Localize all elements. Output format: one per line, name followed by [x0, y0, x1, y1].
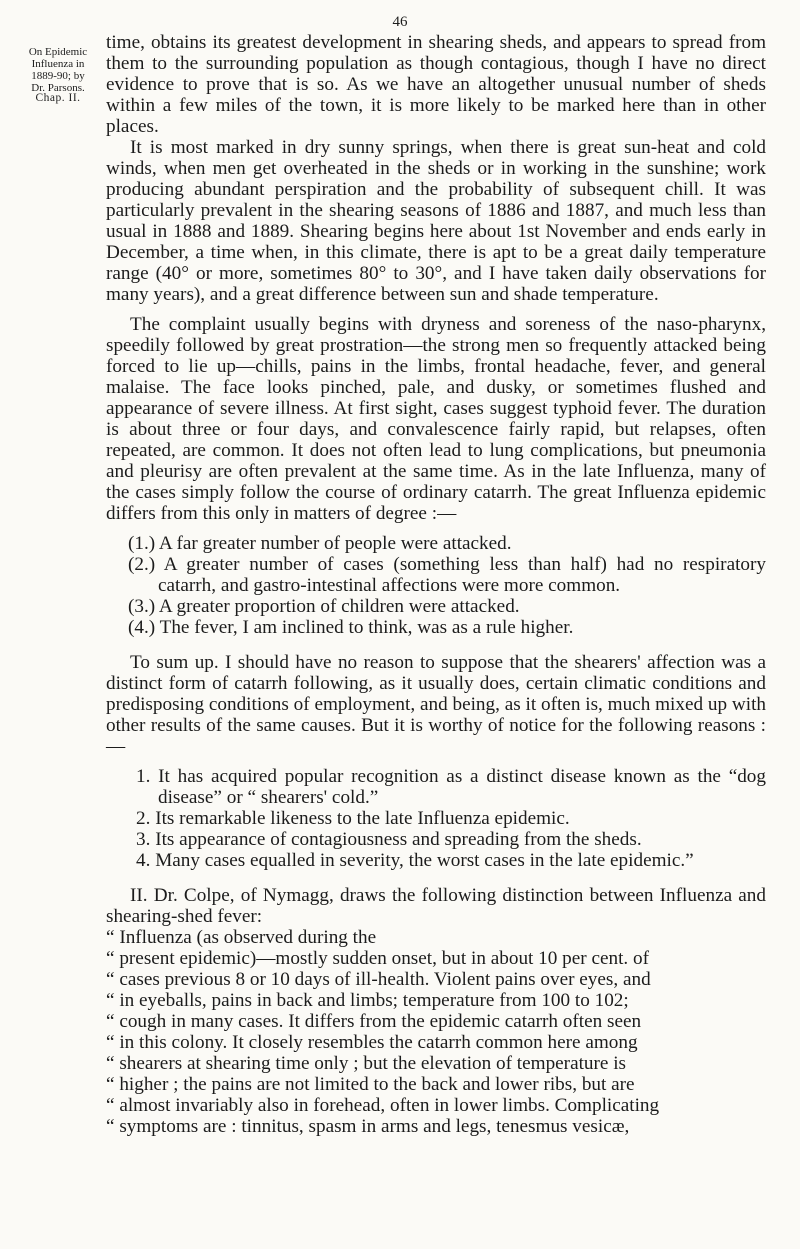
- quote-line: “ present epidemic)—mostly sudden onset, but in about 10 per cent. of: [106, 948, 649, 969]
- margin-note-line: Influenza in: [31, 58, 85, 70]
- list-item: (4.) The fever, I am inclined to think, was as a rule higher.: [128, 617, 574, 638]
- list-item: 3. Its appearance of contagiousness and spreading from the sheds.: [136, 829, 642, 850]
- paragraph: time, obtains its greatest development in shearing sheds, and appears to spread from them to the surrounding population as though contagious, though I have no direct evidence to prove that is so. As we have an altogether unusual number of sheds within a few miles of the town, it is more likely to be marked here than in other places.: [106, 32, 766, 137]
- margin-note-line: 1889-90; by: [31, 70, 85, 82]
- chapter-note: Chap. II.: [35, 92, 81, 104]
- list-item: (3.) A greater proportion of children were attacked.: [128, 596, 520, 617]
- quotation: [106, 927, 766, 1137]
- page-number: 46: [392, 14, 408, 30]
- paragraph: The complaint usually begins with dryness and soreness of the naso-pharynx, speedily followed by great prostration—the strong men so frequently attacked being forced to lie up—chills, pains in the limbs, frontal headache, fever, and general malaise. The face looks pinched, pale, and dusky, or sometimes flushed and appearance of severe illness. At first sight, cases suggest typhoid fever. The duration is about three or four days, and convalescence fairly rapid, but relapses, often repeated, are common. It does not often lead to lung complications, but pneumonia and pleurisy are often prevalent at the same time. As in the late Influenza, many of the cases simply follow the course of ordinary catarrh. The great Influenza epidemic differs from this only in matters of degree :—: [106, 314, 766, 524]
- paragraph: II. Dr. Colpe, of Nymagg, draws the following distinction between Influenza and shearing-shed fever:: [106, 885, 766, 927]
- quote-line: “ in this colony. It closely resembles the catarrh common here among: [106, 1032, 638, 1053]
- quote-line: “ cough in many cases. It differs from the epidemic catarrh often seen: [106, 1011, 642, 1032]
- page-body: [106, 32, 766, 1137]
- margin-note: [28, 46, 88, 94]
- quote-line: “ in eyeballs, pains in back and limbs; temperature from 100 to 102;: [106, 990, 629, 1011]
- list-item: 2. Its remarkable likeness to the late Influenza epidemic.: [136, 808, 570, 829]
- quote-line: “ almost invariably also in forehead, often in lower limbs. Complicating: [106, 1095, 660, 1116]
- quote-line: “ shearers at shearing time only ; but the elevation of temperature is: [106, 1053, 627, 1074]
- list-item: (1.) A far greater number of people were attacked.: [128, 533, 512, 554]
- quote-line: “ higher ; the pains are not limited to the back and lower ribs, but are: [106, 1074, 635, 1095]
- margin-note-line: Dr. Parsons.: [31, 82, 85, 94]
- quote-line: “ cases previous 8 or 10 days of ill-health. Violent pains over eyes, and: [106, 969, 651, 990]
- reasons-list: [106, 766, 766, 871]
- margin-note-line: On Epidemic: [28, 46, 88, 58]
- list-item: 4. Many cases equalled in severity, the worst cases in the late epidemic.”: [136, 850, 694, 871]
- degree-list: [106, 533, 766, 638]
- quote-line: “ Influenza (as observed during the: [106, 927, 377, 948]
- paragraph: To sum up. I should have no reason to suppose that the shearers' affection was a distinct form of catarrh following, as it usually does, certain climatic conditions and predisposing conditions of employment, and being, as it often is, much mixed up with other results of the same causes. But it is worthy of notice for the following reasons :—: [106, 652, 766, 757]
- quote-line: “ symptoms are : tinnitus, spasm in arms and legs, tenesmus vesicæ,: [106, 1116, 630, 1137]
- list-item: (2.) A greater number of cases (something less than half) had no respiratory catarrh, and gastro-intestinal affections were more common.: [128, 554, 766, 596]
- paragraph: It is most marked in dry sunny springs, when there is great sun-heat and cold winds, when men get overheated in the sheds or in working in the sunshine; work producing abundant perspiration and the probability of subsequent chill. It was particularly prevalent in the shearing seasons of 1886 and 1887, and much less than usual in 1888 and 1889. Shearing begins here about 1st November and ends early in December, a time when, in this climate, there is apt to be a great daily temperature range (40° or more, sometimes 80° to 30°, and I have taken daily observations for many years), and a great difference between sun and shade temperature.: [106, 137, 766, 305]
- list-item: 1. It has acquired popular recognition as a distinct disease known as the “dog disease” or “ shearers' cold.”: [136, 766, 766, 808]
